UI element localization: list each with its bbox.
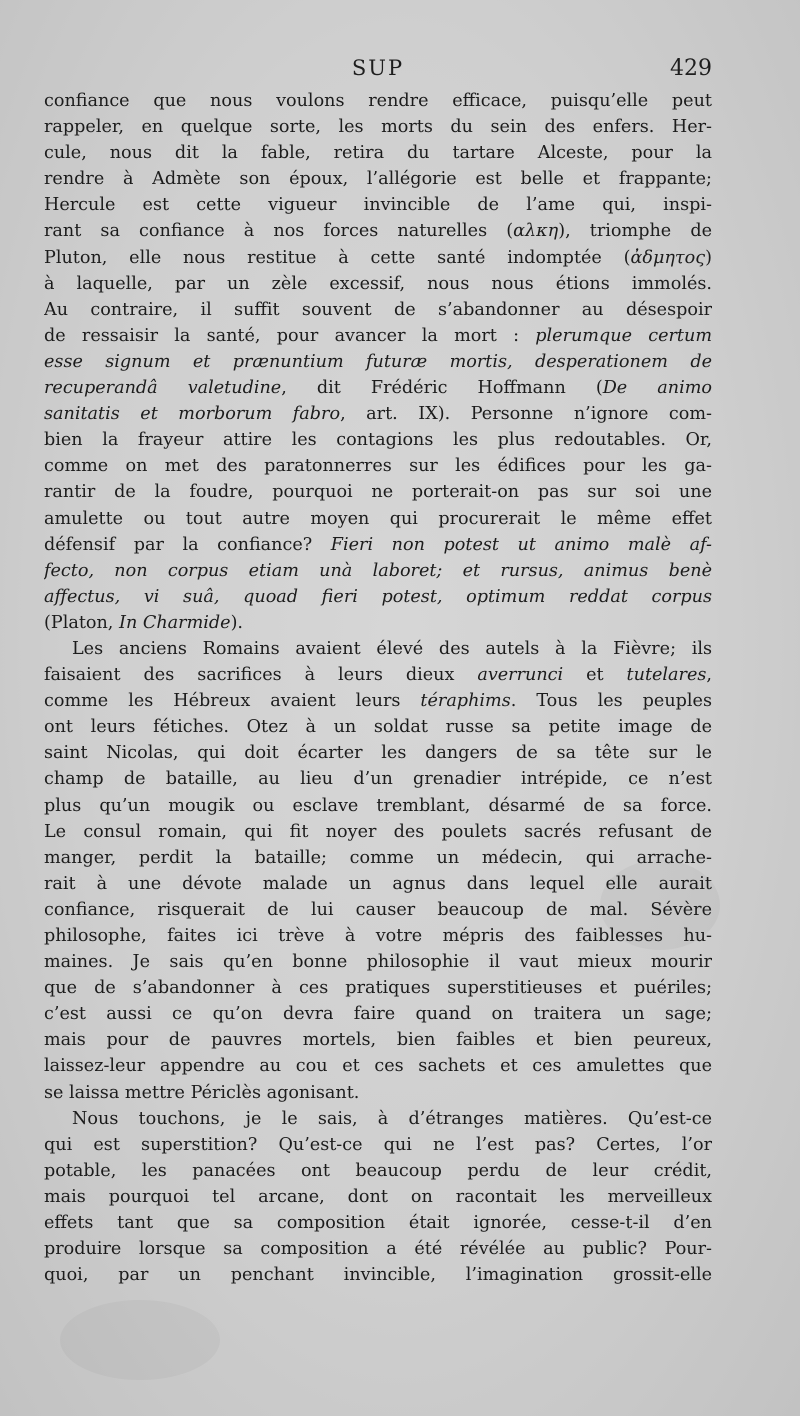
text-line: Nous touchons, je le sais, à d’étranges matières. Qu’est-ce [72, 1108, 712, 1129]
text-line [44, 558, 712, 584]
text-line: ont leurs fétiches. Otez à un soldat russe sa petite image de [44, 717, 712, 738]
text-line: amulette ou tout autre moyen qui procurerait le même effet [44, 508, 712, 529]
text-run: défensif par la confiance? [44, 534, 331, 555]
page-number: 429 [670, 56, 712, 81]
text-line: quoi, par un penchant invincible, l’imagination grossit-elle [44, 1265, 712, 1286]
text-line [44, 245, 712, 271]
italic-text: affectus, vi suâ, quoad fieri potest, optimum reddat corpus [44, 586, 712, 607]
text-line: saint Nicolas, qui doit écarter les dangers de sa tête sur le [44, 743, 712, 764]
text-line: Hercule est cette vigueur invincible de l’ame qui, inspi- [44, 195, 712, 216]
italic-text: téraphims [420, 691, 511, 712]
text-line: Le consul romain, qui fit noyer des poulets sacrés refusant de [44, 821, 712, 842]
text-line [44, 375, 712, 401]
greek-word: ἀδμητος [630, 247, 706, 268]
text-line [44, 584, 712, 610]
text-run: . Tous les peuples [510, 691, 712, 712]
italic-text: Fieri non potest ut animo malè af- [330, 534, 712, 555]
italic-text: sanitatis et morborum fabro [44, 404, 341, 425]
italic-text: De animo [602, 378, 712, 399]
text-line: philosophe, faites ici trève à votre mépris des faiblesses hu- [44, 926, 712, 946]
text-line [44, 349, 712, 375]
text-run: ), triomphe de [558, 221, 712, 242]
italic-text: fecto, non corpus etiam unà laboret; et rursus, animus benè [44, 560, 712, 581]
text-line: bien la frayeur attire les contagions les plus redoutables. Or, [44, 430, 712, 451]
text-line: rendre à Admète son époux, l’allégorie est belle et frappante; [44, 169, 712, 190]
text-run: , [706, 665, 712, 686]
running-head: SUP [351, 56, 405, 80]
text-run: , art. IX). Personne n’ignore com- [340, 404, 712, 425]
text-line: produire lorsque sa composition a été révélée au public? Pour- [44, 1239, 712, 1260]
text-line [44, 662, 712, 688]
text-line [44, 688, 712, 714]
text-line: comme on met des paratonnerres sur les édifices pour les ga- [44, 456, 712, 477]
text-run: comme les Hébreux avaient leurs [44, 691, 421, 712]
italic-text: plerumque certum [535, 325, 712, 346]
paper-stain [60, 1300, 220, 1380]
text-run: ). [230, 612, 244, 633]
text-line: rappeler, en quelque sorte, les morts du sein des enfers. Her- [44, 117, 712, 138]
italic-text: averrunci [477, 665, 564, 686]
text-line: Les anciens Romains avaient élevé des autels à la Fièvre; ils [72, 638, 712, 659]
text-run: rant sa confiance à nos forces naturelles ( [44, 221, 514, 242]
text-line: rantir de la foudre, pourquoi ne porterait-on pas sur soi une [44, 482, 712, 503]
text-line: mais pourquoi tel arcane, dont on racontait les merveilleux [44, 1186, 712, 1207]
body-text [44, 88, 712, 1288]
text-line: se laissa mettre Périclès agonisant. [44, 1082, 360, 1103]
text-line: manger, perdit la bataille; comme un médecin, qui arrache- [44, 847, 712, 868]
text-line: confiance, risquerait de lui causer beaucoup de mal. Sévère [44, 899, 712, 920]
text-line: c’est aussi ce qu’on devra faire quand on traitera un sage; [44, 1004, 712, 1025]
italic-text: tutelares [626, 665, 707, 686]
text-run: Pluton, elle nous restitue à cette santé indomptée ( [44, 247, 631, 268]
text-line [44, 401, 712, 427]
text-line: que de s’abandonner à ces pratiques superstitieuses et puériles; [44, 978, 712, 999]
text-line: cule, nous dit la fable, retira du tartare Alceste, pour la [44, 143, 712, 164]
text-line: effets tant que sa composition était ignorée, cesse-t-il d’en [44, 1213, 712, 1234]
text-line [44, 323, 712, 349]
text-line: confiance que nous voulons rendre efficace, puisqu’elle peut [44, 91, 712, 111]
italic-text: In Charmide [119, 612, 231, 633]
text-line: rait à une dévote malade un agnus dans lequel elle aurait [44, 873, 712, 894]
text-line: plus qu’un mougik ou esclave tremblant, désarmé de sa force. [44, 795, 712, 816]
text-run: et [563, 665, 627, 686]
text-run: (Platon, [44, 612, 119, 633]
text-line [44, 218, 712, 244]
italic-text: recuperandâ valetudine [44, 378, 282, 399]
text-line [44, 610, 712, 636]
text-line: maines. Je sais qu’en bonne philosophie il vaut mieux mourir [44, 952, 712, 973]
text-run: de ressaisir la santé, pour avancer la mort : [44, 325, 536, 346]
page-header [44, 56, 712, 90]
greek-word: αλκη [513, 221, 559, 242]
text-line: potable, les panacées ont beaucoup perdu de leur crédit, [44, 1160, 712, 1181]
italic-text: esse signum et prænuntium futuræ mortis, desperationem de [44, 351, 712, 372]
text-line: laissez-leur appendre au cou et ces sachets et ces amulettes que [44, 1056, 712, 1077]
text-line [44, 532, 712, 558]
text-run: , dit Frédéric Hoffmann ( [281, 378, 603, 399]
text-run: ) [705, 247, 712, 268]
text-line: qui est superstition? Qu’est-ce qui ne l’est pas? Certes, l’or [44, 1134, 712, 1155]
text-line: mais pour de pauvres mortels, bien faibles et bien peureux, [44, 1030, 712, 1051]
text-line: à laquelle, par un zèle excessif, nous nous étions immolés. [44, 273, 712, 294]
text-run: faisaient des sacrifices à leurs dieux [44, 665, 478, 686]
text-line: Au contraire, il suffit souvent de s’abandonner au désespoir [44, 299, 712, 320]
text-line: champ de bataille, au lieu d’un grenadier intrépide, ce n’est [44, 769, 712, 790]
